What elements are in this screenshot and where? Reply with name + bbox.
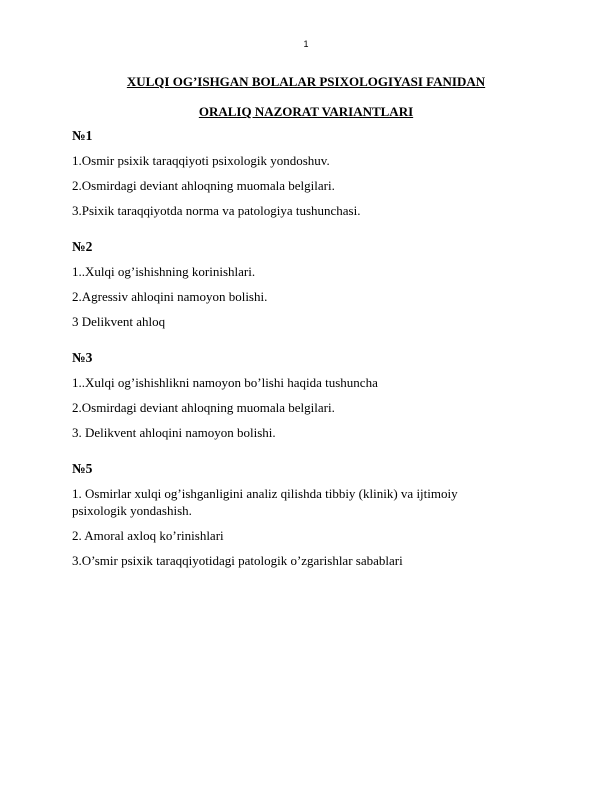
document-subtitle: ORALIQ NAZORAT VARIANTLARI <box>198 104 414 119</box>
question-item: 3 Delikvent ahloq <box>72 314 166 329</box>
variant-section-2 <box>72 239 512 330</box>
document-title: XULQI OG’ISHGAN BOLALAR PSIXOLOGIYASI FANIDAN <box>126 74 486 89</box>
variant-section-3 <box>72 350 512 441</box>
variant-number: №3 <box>72 350 93 365</box>
variant-section-1 <box>72 128 512 219</box>
question-item: 1. Osmirlar xulqi og’ishganligini analiz qilishda tibbiy (klinik) va ijtimoiy psixologik yondashish. <box>72 486 458 518</box>
question-item: 1..Xulqi og’ishishlikni namoyon bo’lishi haqida tushuncha <box>72 375 378 390</box>
question-item: 2.Osmirdagi deviant ahloqning muomala belgilari. <box>72 400 335 415</box>
variant-number: №5 <box>72 461 93 476</box>
question-item: 1.Osmir psixik taraqqiyoti psixologik yondoshuv. <box>72 153 330 168</box>
question-item: 2.Osmirdagi deviant ahloqning muomala belgilari. <box>72 178 335 193</box>
page-number: 1 <box>303 39 309 49</box>
variant-section-5 <box>72 461 512 569</box>
variant-number: №2 <box>72 239 93 254</box>
variant-number: №1 <box>72 128 93 143</box>
question-item: 3. Delikvent ahloqini namoyon bolishi. <box>72 425 276 440</box>
question-item: 1..Xulqi og’ishishning korinishlari. <box>72 264 256 279</box>
question-item: 3.Psixik taraqqiyotda norma va patologiya tushunchasi. <box>72 203 361 218</box>
question-item: 2. Amoral axloq ko’rinishlari <box>72 528 224 543</box>
question-item: 3.O’smir psixik taraqqiyotidagi patologik o’zgarishlar sabablari <box>72 553 403 568</box>
question-item: 2.Agressiv ahloqini namoyon bolishi. <box>72 289 268 304</box>
variants-list <box>72 128 512 589</box>
